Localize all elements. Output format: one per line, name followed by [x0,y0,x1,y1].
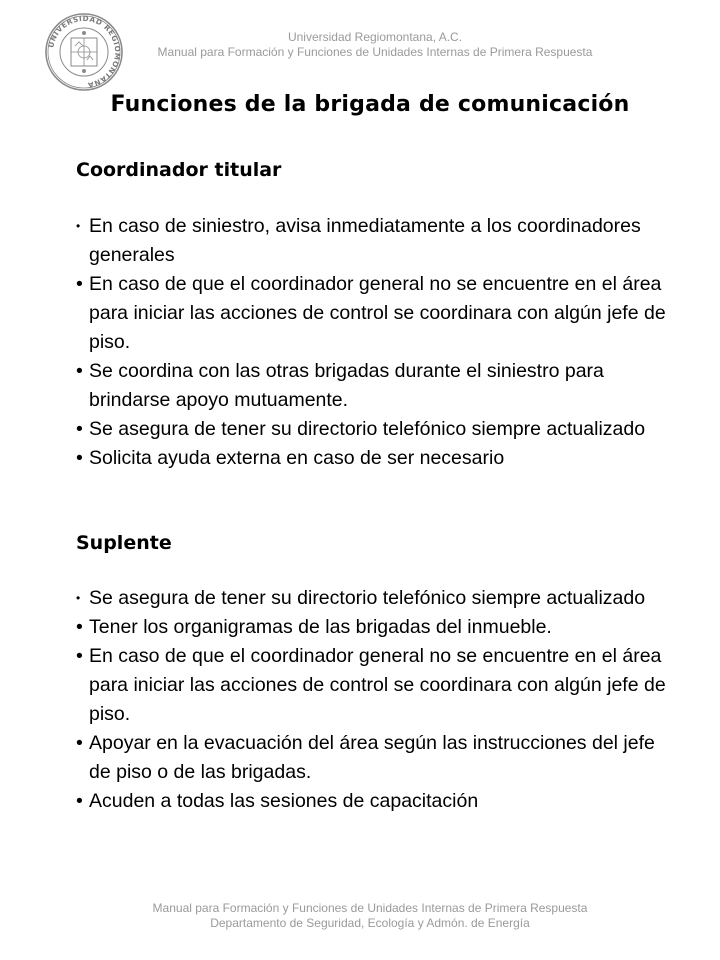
list-item [76,270,676,357]
section-heading: Coordinador titular [76,159,282,181]
list-item-text: Acuden a todas las sesiones de capacitación [89,790,479,812]
list-item-text: Solicita ayuda externa en caso de ser necesario [89,447,505,469]
header-institution: Universidad Regiomontana, A.C. [287,30,463,44]
list-item [76,642,676,729]
list-item-text: Tener los organigramas de las brigadas del inmueble. [89,616,552,638]
document-header [130,30,620,60]
bullet-list [76,212,676,473]
header-manual-title: Manual para Formación y Funciones de Unidades Internas de Primera Respuesta [157,45,593,59]
list-item-text: En caso de siniestro, avisa inmediatamente a los coordinadores generales [89,215,641,266]
list-item [76,584,676,613]
university-seal-logo [44,12,124,92]
footer-department: Departamento de Seguridad, Ecología y Admón. de Energía [210,916,530,930]
list-item-text: Se coordina con las otras brigadas durante el siniestro para brindarse apoyo mutuamente. [89,360,604,411]
list-item-text: Apoyar en la evacuación del área según las instrucciones del jefe de piso o de las brigadas. [89,732,655,783]
bullet-icon: • [76,273,83,295]
document-footer [0,901,720,931]
list-item [76,444,676,473]
list-item [76,212,676,270]
list-item-text: En caso de que el coordinador general no se encuentre en el área para iniciar las acciones de control se coordinara con algún jefe de piso. [89,273,666,353]
list-item [76,729,676,787]
list-item-text: Se asegura de tener su directorio telefónico siempre actualizado [89,418,646,440]
section-heading: Suplente [76,532,172,554]
footer-manual-title: Manual para Formación y Funciones de Unidades Internas de Primera Respuesta [152,901,588,915]
list-item [76,415,676,444]
list-item-text: Se asegura de tener su directorio telefónico siempre actualizado [89,587,646,609]
section-suplente [76,531,676,816]
section-coordinador-titular [76,158,676,473]
bullet-icon: • [76,790,83,812]
list-item [76,357,676,415]
list-item [76,787,676,816]
bullet-icon: • [76,219,81,233]
page-title: Funciones de la brigada de comunicación [110,92,630,117]
list-item [76,613,676,642]
bullet-icon: • [76,418,83,440]
bullet-icon: • [76,616,83,638]
bullet-icon: • [76,591,81,605]
svg-text:UNIVERSIDAD REGIOMONTANA: UNIVERSIDAD REGIOMONTANA [46,13,123,90]
list-item-text: En caso de que el coordinador general no se encuentre en el área para iniciar las acciones de control se coordinara con algún jefe de piso. [89,645,666,725]
bullet-icon: • [76,732,83,754]
bullet-icon: • [76,360,83,382]
bullet-icon: • [76,447,83,469]
bullet-list [76,584,676,816]
bullet-icon: • [76,645,83,667]
